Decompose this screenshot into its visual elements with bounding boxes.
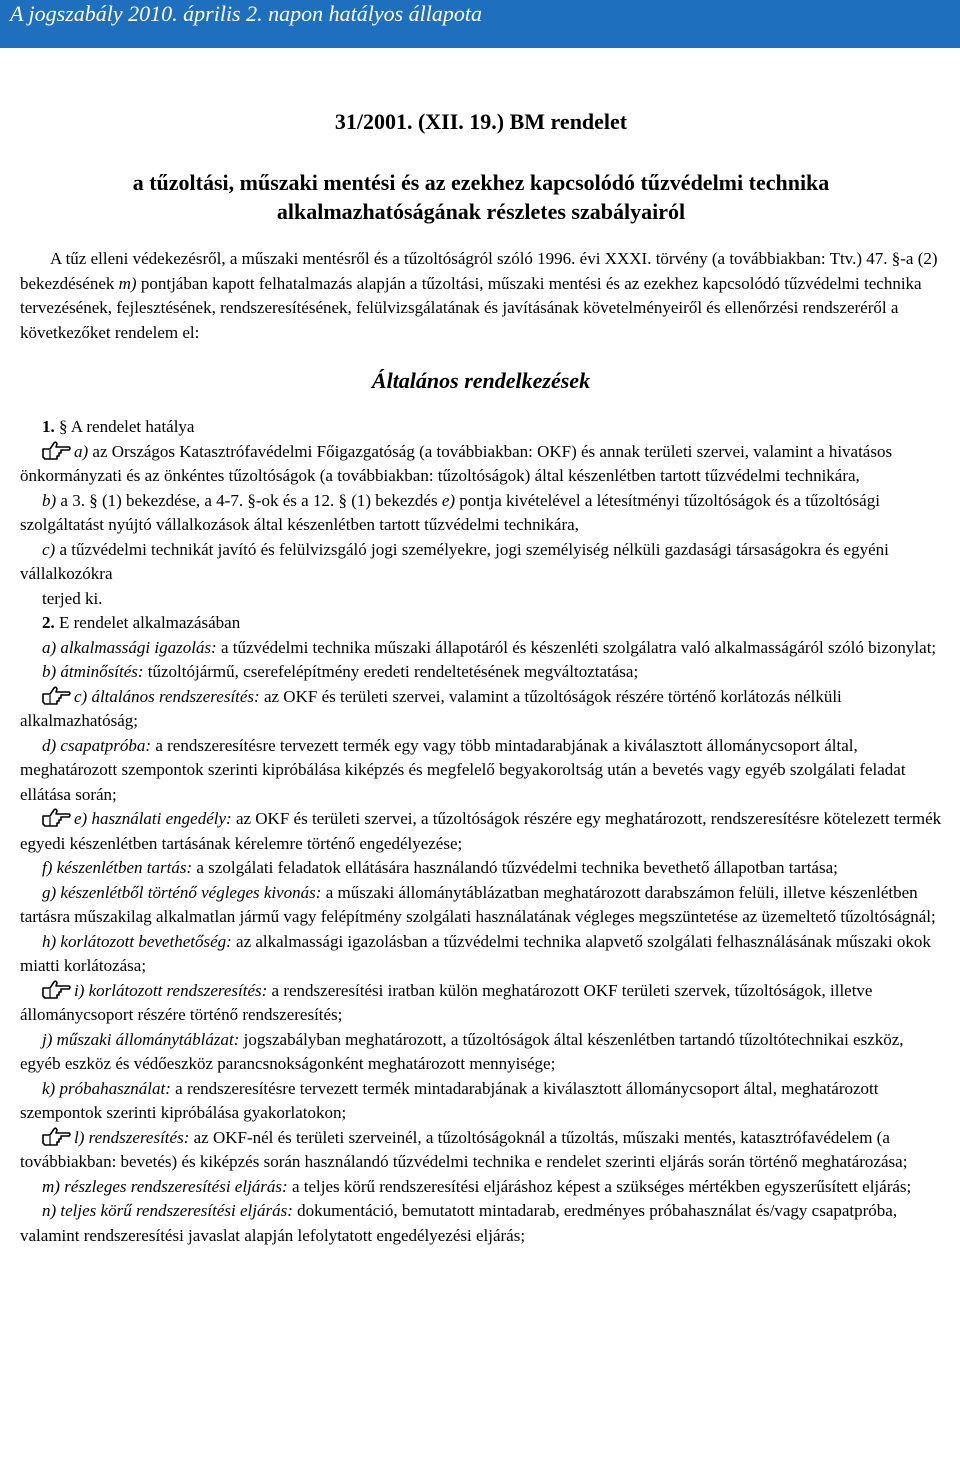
section-1-point-a [20, 440, 942, 489]
definition-term: d) csapatpróba: [42, 735, 152, 755]
preamble-text-2: pontjában kapott felhatalmazás alapján a tűzoltási, műszaki mentési és az ezekhez kapcsolódó tűzvédelmi technika tervezésének, fejlesztésének, rendszeresítésének, felülvizsgálatának és javításának követelményeiről és ellenőrzési rendszeréről a következőket rendelem el: [20, 273, 922, 342]
definition-item [20, 1199, 942, 1248]
definition-item [20, 881, 942, 930]
definition-item [20, 660, 942, 685]
definition-item [20, 1126, 942, 1175]
point-b-ref: e) [441, 490, 456, 510]
definition-term: c) általános rendszeresítés: [74, 686, 260, 706]
definition-text: a szolgálati feladatok ellátására használandó tűzvédelmi technika bevethető állapotban tartása; [192, 858, 838, 877]
section-2-text: E rendelet alkalmazásában [54, 613, 241, 632]
section-1-point-b [20, 489, 942, 538]
section-1-text: § A rendelet hatálya [54, 417, 195, 436]
definition-item [20, 685, 942, 734]
section-1-point-c [20, 538, 942, 587]
definition-term: n) teljes körű rendszeresítési eljárás: [42, 1201, 293, 1220]
definition-item [20, 807, 942, 856]
point-b-label: b) [42, 490, 57, 510]
pointing-hand-icon[interactable] [42, 807, 72, 827]
definition-text: tűzoltójármű, cserefelépítmény eredeti rendeltetésének megváltoztatása; [143, 662, 639, 681]
act-number: 31/2001. (XII. 19.) BM rendelet [334, 109, 628, 134]
definition-item [20, 734, 942, 808]
title-line-1: a tűzoltási, műszaki mentési és az ezekhez kapcsolódó tűzvédelmi technika [132, 170, 830, 195]
point-b-text-2: pontja kivételével a létesítményi tűzoltóságok és a tűzoltósági szolgáltatást nyújtó vállalkozások által készenlétben tartott tűzvédelmi technikára, [20, 490, 880, 534]
definition-text: a teljes körű rendszeresítési eljáráshoz képest a szükséges mértékben egyszerűsített eljárás; [287, 1176, 912, 1196]
section-1-heading [20, 415, 942, 440]
definition-term: j) műszaki állománytáblázat: [42, 1029, 240, 1049]
title-line-2: alkalmazhatóságának részletes szabályairól [276, 199, 686, 224]
pointing-hand-icon[interactable] [42, 685, 72, 705]
definition-term: f) készenlétben tartás: [42, 858, 193, 877]
definition-text: dokumentáció, bemutatott mintadarab, eredményes próbahasználat és/vagy csapatpróba, valamint rendszeresítési javaslat alapján lefolytatott engedélyezési eljárás; [20, 1201, 898, 1245]
definition-term: a) alkalmassági igazolás: [42, 637, 217, 657]
pointing-hand-icon[interactable] [42, 440, 72, 460]
definition-item [20, 1077, 942, 1126]
document-body [20, 108, 942, 1248]
preamble [20, 247, 942, 345]
definition-text: a rendszeresítésre tervezett termék egy vagy több mintadarabjának a kiválasztott állománycsoport által, meghatározott szempontok szerinti kipróbálása kiképzés és megfelelő begyakoroltság után a bevetés vagy egyéb szolgálati feladat ellátása során; [20, 735, 906, 804]
definition-item [20, 930, 942, 979]
definition-item [20, 1175, 942, 1200]
header-banner [0, 0, 960, 48]
point-c-label: c) [42, 539, 56, 559]
definition-item [20, 1028, 942, 1077]
definition-term: b) átminősítés: [42, 662, 144, 681]
definition-term: g) készenlétből történő végleges kivonás: [42, 882, 322, 902]
definition-text: az OKF-nél és területi szerveinél, a tűzoltóságoknál a tűzoltás, műszaki mentés, katasztrófavédelem (a továbbiakban: bevetés) és kiképzés során használandó tűzvédelmi technika e rendelet szerinti eljárás során történő meghatározása; [20, 1127, 908, 1171]
point-a-text: az Országos Katasztrófavédelmi Főigazgatóság (a továbbiakban: OKF) és annak területi szervei, valamint a hivatásos önkormányzati és az önkéntes tűzoltóságok (a továbbiakban: tűzoltóságok) által készenlétben tartott tűzvédelmi technikára, [20, 441, 893, 485]
definition-term: l) rendszeresítés: [74, 1127, 190, 1147]
point-a-label: a) [74, 441, 89, 461]
definition-item [20, 979, 942, 1028]
definition-text: jogszabályban meghatározott, a tűzoltóságok által készenlétben tartandó tűzoltótechnikai eszköz, egyéb eszköz és védőeszköz parancsnokságonként meghatározott mennyisége; [20, 1029, 904, 1073]
definition-text: a tűzvédelmi technika műszaki állapotáról és készenléti szolgálatra való alkalmasságáról szóló bizonylat; [216, 637, 937, 657]
pointing-hand-icon[interactable] [42, 979, 72, 999]
preamble-ref: m) [118, 273, 137, 293]
definition-text: a műszaki állománytáblázatban meghatározott darabszámon felüli, illetve készenlétben tartásra műszakilag alkalmatlan jármű vagy felépítmény szolgálati használatának végleges megszüntetése az üzemeltető tűzoltóságnál; [20, 882, 936, 926]
banner-text: A jogszabály 2010. április 2. napon hatályos állapota [10, 1, 483, 26]
section-2-heading [20, 611, 942, 636]
point-b-text-1: a 3. § (1) bekezdése, a 4-7. §-ok és a 12. § (1) bekezdés [56, 490, 442, 510]
definition-list [20, 636, 942, 1249]
definition-text: a rendszeresítési iratban külön meghatározott OKF területi szervek, tűzoltóságok, illetve állománycsoport részére történő rendszeresítés; [20, 980, 873, 1024]
point-c-text: a tűzvédelmi technikát javító és felülvizsgáló jogi személyekre, jogi személyiség nélküli gazdasági társaságokra és egyéni vállalkozókra [20, 539, 889, 583]
section-1-number: 1. [42, 417, 55, 436]
section-1-closing: terjed ki. [42, 588, 103, 608]
definition-text: az alkalmassági igazolásban a tűzvédelmi technika alapvető szolgálati felhasználásának műszaki okok miatti korlátozása; [20, 931, 931, 975]
definition-term: i) korlátozott rendszeresítés: [74, 980, 268, 1000]
definition-term: k) próbahasználat: [42, 1078, 171, 1098]
definition-item [20, 636, 942, 661]
definition-text: az OKF és területi szervei, valamint a tűzoltóságok részére történő korlátozás nélküli alkalmazhatóság; [20, 686, 842, 730]
definition-term: h) korlátozott bevethetőség: [42, 931, 232, 951]
definition-term: e) használati engedély: [74, 809, 232, 828]
definition-text: a rendszeresítésre tervezett termék mintadarabjának a kiválasztott állománycsoport által, meghatározott szempontok szerinti kipróbálása gyakorlatokon; [20, 1078, 879, 1122]
section-title: Általános rendelkezések [371, 368, 591, 393]
section-2-number: 2. [42, 613, 55, 632]
pointing-hand-icon[interactable] [42, 1126, 72, 1146]
definition-item [20, 856, 942, 881]
preamble-text-1: A tűz elleni védekezésről, a műszaki mentésről és a tűzoltóságról szóló 1996. évi XXXI. törvény (a továbbiakban: Ttv.) 47. §-a (2) bekezdésének [20, 249, 938, 293]
definition-text: az OKF és területi szervei, a tűzoltóságok részére egy meghatározott, rendszeresítésre kötelezett termék egyedi készenlétben tartásának kérelemre történő engedélyezése; [20, 809, 942, 853]
definition-term: m) részleges rendszeresítési eljárás: [42, 1176, 288, 1196]
document-title [20, 168, 942, 226]
